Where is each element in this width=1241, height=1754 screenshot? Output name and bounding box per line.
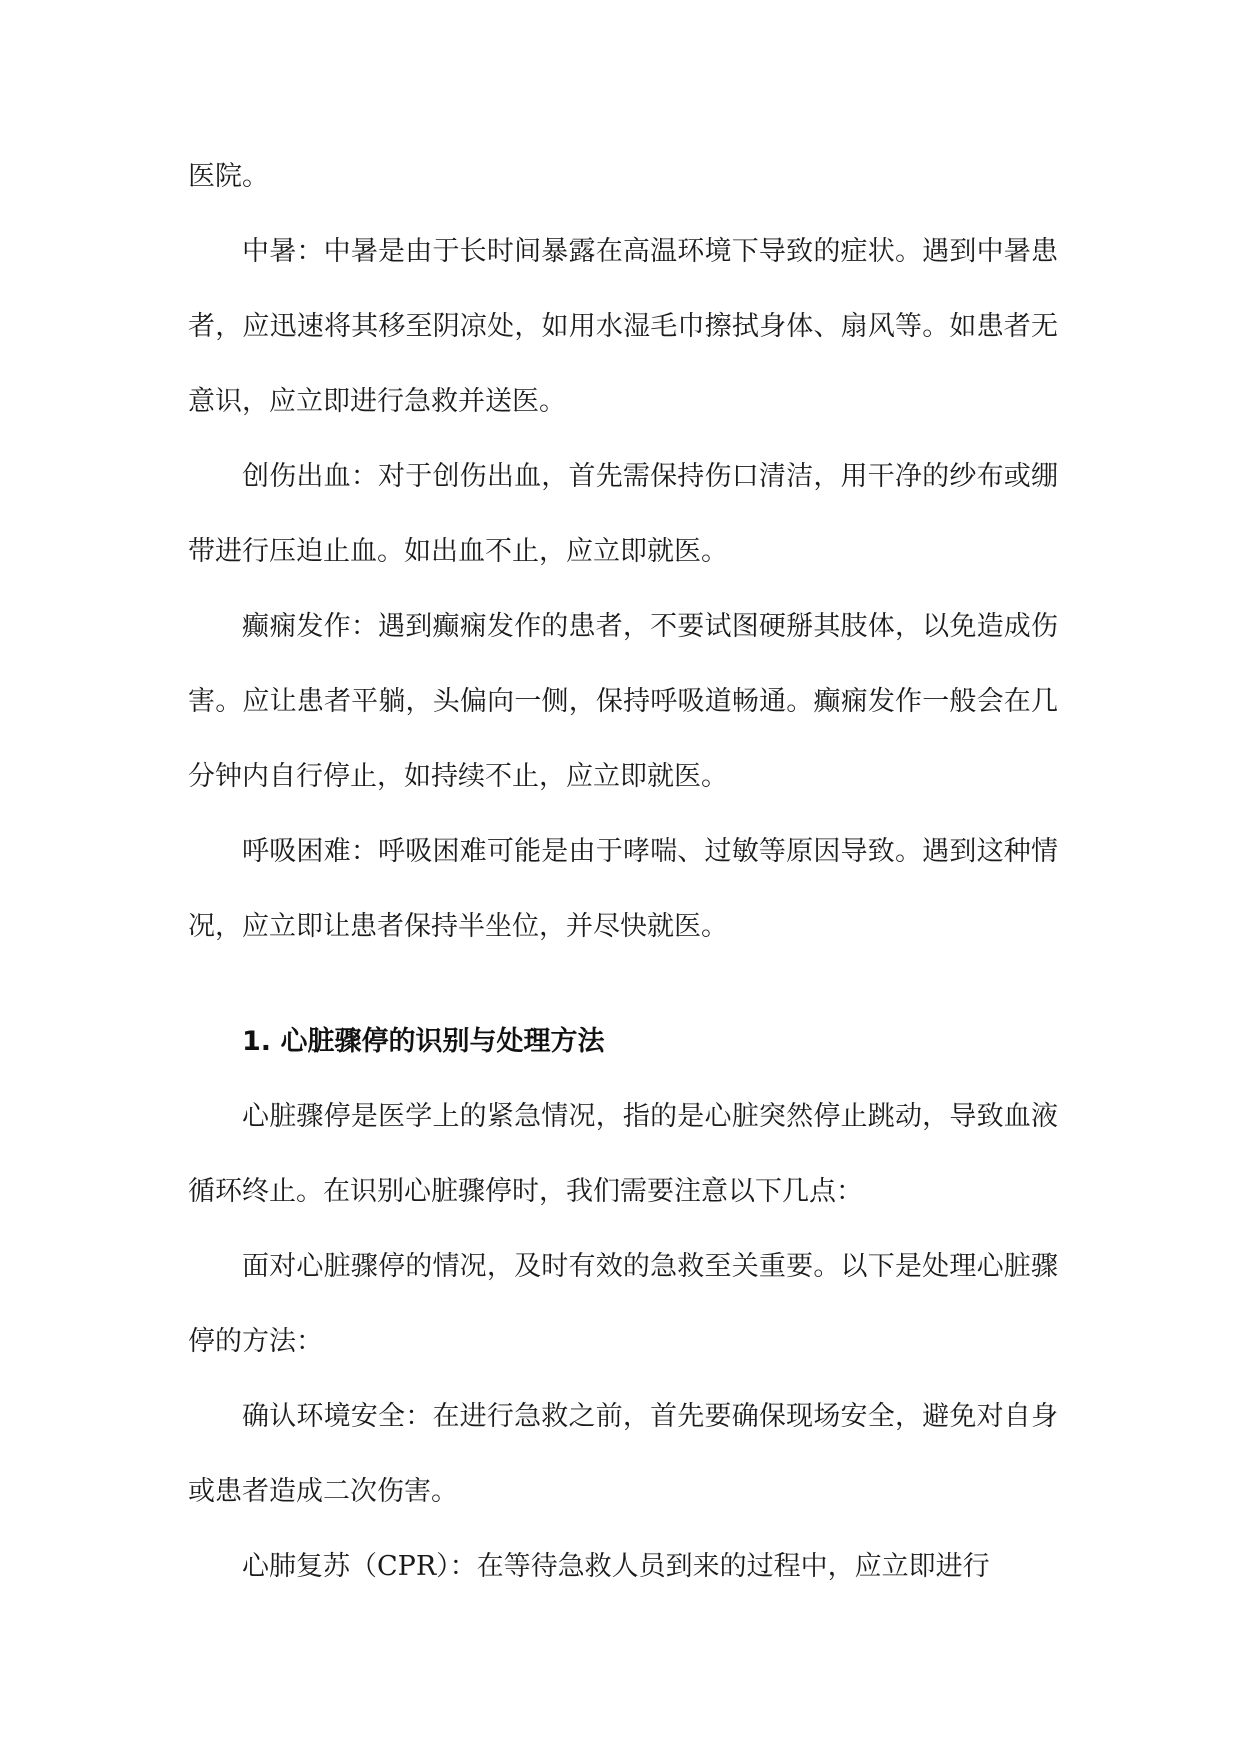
document-body [188, 139, 1058, 1604]
paragraph: 心肺复苏（CPR）：在等待急救人员到来的过程中，应立即进行 [242, 1551, 990, 1582]
paragraph: 呼吸困难：呼吸困难可能是由于哮喘、过敏等原因导致。遇到这种情况，应立即让患者保持半坐位，并尽快就医。 [188, 836, 1058, 942]
paragraph: 癫痫发作：遇到癫痫发作的患者，不要试图硬掰其肢体，以免造成伤害。应让患者平躺，头偏向一侧，保持呼吸道畅通。癫痫发作一般会在几分钟内自行停止，如持续不止，应立即就医。 [188, 611, 1058, 792]
paragraph: 面对心脏骤停的情况，及时有效的急救至关重要。以下是处理心脏骤停的方法： [188, 1251, 1058, 1357]
paragraph: 中暑：中暑是由于长时间暴露在高温环境下导致的症状。遇到中暑患者，应迅速将其移至阴凉处，如用水湿毛巾擦拭身体、扇风等。如患者无意识，应立即进行急救并送医。 [188, 236, 1058, 417]
paragraph: 心脏骤停是医学上的紧急情况，指的是心脏突然停止跳动，导致血液循环终止。在识别心脏骤停时，我们需要注意以下几点： [188, 1101, 1058, 1207]
paragraph: 创伤出血：对于创伤出血，首先需保持伤口清洁，用干净的纱布或绷带进行压迫止血。如出血不止，应立即就医。 [188, 461, 1058, 567]
paragraph: 确认环境安全：在进行急救之前，首先要确保现场安全，避免对自身或患者造成二次伤害。 [188, 1401, 1058, 1507]
section-heading: 1. 心脏骤停的识别与处理方法 [242, 1026, 605, 1057]
paragraph: 医院。 [188, 161, 269, 192]
